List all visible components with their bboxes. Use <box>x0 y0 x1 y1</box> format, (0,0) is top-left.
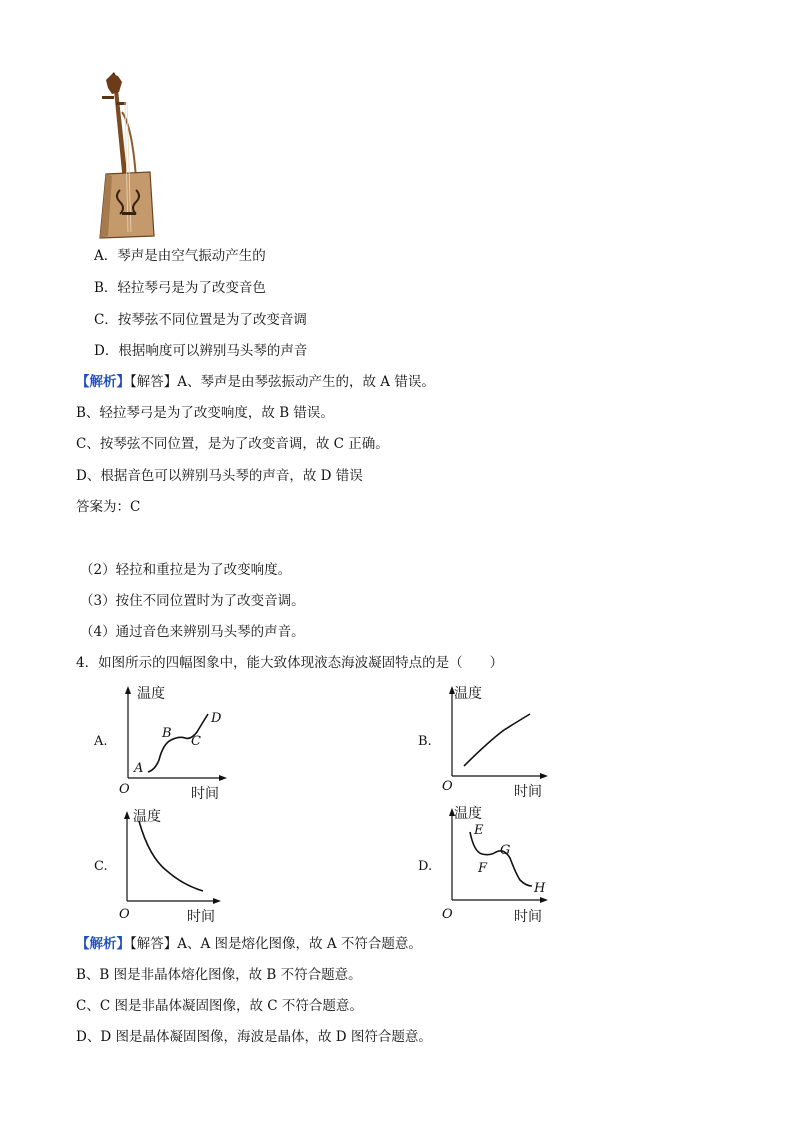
graph-c <box>115 805 245 925</box>
graph-a-point-c: C <box>191 734 201 749</box>
analysis-line-c: C、按琴弦不同位置，是为了改变音调，故 C 正确。 <box>76 436 389 452</box>
graph-a-point-a: A <box>134 761 144 776</box>
graph-d-point-h: H <box>534 881 546 896</box>
analysis-tag: 【解析】 <box>76 374 130 390</box>
q4-analysis-line-b: B、B 图是非晶体熔化图像，故 B 不符合题意。 <box>76 967 362 983</box>
graph-b <box>440 682 570 802</box>
q4-analysis-line-d: D、D 图是晶体凝固图像，海波是晶体，故 D 图符合题意。 <box>76 1029 432 1045</box>
graph-c-option-label: C. <box>94 859 108 874</box>
analysis-line-d: D、根据音色可以辨别马头琴的声音，故 D 错误 <box>76 468 363 484</box>
note-2: （2）轻拉和重拉是为了改变响度。 <box>80 562 292 578</box>
note-3: （3）按住不同位置时为了改变音调。 <box>80 593 305 609</box>
graph-a-option-label: A. <box>94 734 108 749</box>
graph-c-y-label: 温度 <box>133 809 161 825</box>
graph-a-point-d: D <box>211 711 222 726</box>
question-4-stem: 4．如图所示的四幅图象中，能大致体现液态海波凝固特点的是（ ） <box>76 655 504 671</box>
q4-analysis-text: 【解答】A、A 图是熔化图像，故 A 不符合题意。 <box>130 936 422 952</box>
graph-c-x-label: 时间 <box>187 909 215 925</box>
graph-d-option-label: D. <box>418 859 433 874</box>
graph-d-point-g: G <box>500 843 511 858</box>
graph-b-origin: O <box>442 779 453 794</box>
q4-analysis-line-c: C、C 图是非晶体凝固图像，故 C 不符合题意。 <box>76 998 363 1014</box>
graph-a <box>115 682 245 802</box>
graph-d <box>440 802 570 924</box>
option-d: D．根据响度可以辨别马头琴的声音 <box>94 343 308 359</box>
graph-d-point-e: E <box>474 823 484 838</box>
graph-d-point-f: F <box>478 861 488 876</box>
graph-c-origin: O <box>119 907 130 922</box>
graph-a-x-label: 时间 <box>191 786 219 802</box>
graph-a-origin: O <box>119 782 130 797</box>
answer-line: 答案为：C <box>76 499 141 515</box>
graph-d-origin: O <box>442 907 453 922</box>
analysis-line-b: B、轻拉琴弓是为了改变响度，故 B 错误。 <box>76 405 334 421</box>
morin-khuur-illustration <box>92 72 167 242</box>
graph-b-y-label: 温度 <box>454 686 482 702</box>
graph-d-y-label: 温度 <box>454 806 482 822</box>
graph-a-point-b: B <box>162 726 172 741</box>
option-b: B．轻拉琴弓是为了改变音色 <box>94 280 266 296</box>
graph-b-option-label: B. <box>418 734 432 749</box>
graph-a-y-label: 温度 <box>137 686 165 702</box>
q4-analysis-tag: 【解析】 <box>76 936 130 952</box>
analysis-text: 【解答】A、琴声是由琴弦振动产生的，故 A 错误。 <box>130 374 435 390</box>
graph-d-x-label: 时间 <box>514 909 542 924</box>
graph-b-x-label: 时间 <box>514 784 542 800</box>
note-4: （4）通过音色来辨别马头琴的声音。 <box>80 624 305 640</box>
option-a: A．琴声是由空气振动产生的 <box>94 248 266 264</box>
option-c: C．按琴弦不同位置是为了改变音调 <box>94 312 307 328</box>
analysis-line-1 <box>76 373 435 391</box>
q4-analysis-line-1 <box>76 935 422 953</box>
